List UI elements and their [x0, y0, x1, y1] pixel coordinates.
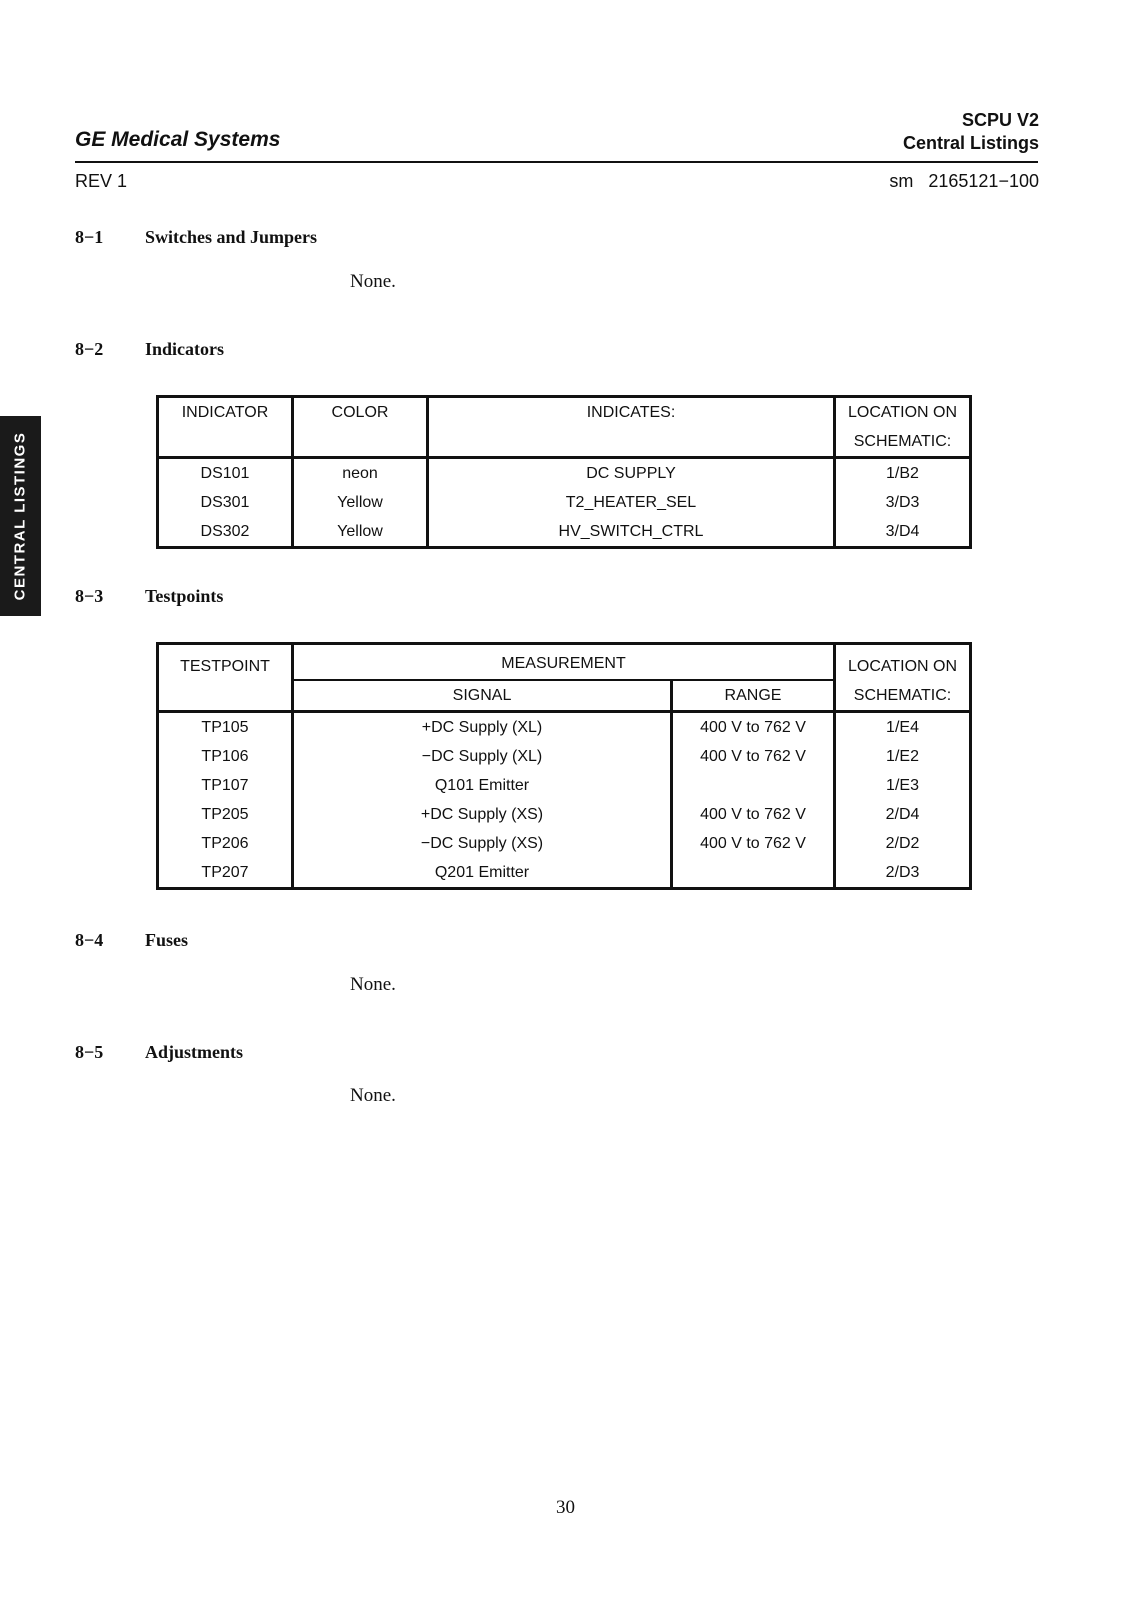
table-cell: DC SUPPLY [428, 458, 835, 489]
side-tab-label: CENTRAL LISTINGS [11, 431, 29, 601]
table-cell: TP205 [201, 806, 249, 823]
section-title: Testpoints [145, 586, 224, 606]
table-header-row [158, 397, 971, 458]
section-number: 8−4 [75, 930, 104, 950]
page-number: 30 [556, 1497, 575, 1518]
table-cell: 400 V to 762 V [672, 712, 835, 743]
column-header: LOCATION ON SCHEMATIC: [835, 644, 971, 712]
section-body: None. [350, 974, 396, 995]
table-cell: −DC Supply (XS) [293, 829, 672, 858]
table-row [158, 800, 971, 829]
table-row [158, 458, 971, 489]
header-company: GE Medical Systems [75, 128, 281, 151]
table-cell: DS101 [200, 465, 250, 482]
table-row [158, 488, 971, 517]
table-cell: TP107 [201, 777, 249, 794]
table-cell: 1/B2 [835, 458, 971, 489]
table-row [158, 771, 971, 800]
table-cell: TP105 [201, 719, 249, 736]
table-cell: 400 V to 762 V [672, 800, 835, 829]
column-header: INDICATES: [428, 397, 835, 458]
table-cell: TP207 [201, 864, 249, 881]
table-row [158, 829, 971, 858]
table-row [158, 858, 971, 889]
table-cell: DS301 [200, 494, 250, 511]
table-row [158, 517, 971, 548]
section-title: Adjustments [145, 1042, 244, 1062]
section-number: 8−5 [75, 1042, 104, 1062]
table-cell: Yellow [293, 517, 428, 548]
column-header: INDICATOR [158, 397, 293, 458]
section-title: Switches and Jumpers [145, 227, 318, 247]
table-cell: 400 V to 762 V [672, 829, 835, 858]
indicators-table [156, 395, 972, 549]
table-cell: TP206 [201, 835, 249, 852]
header-revision: REV 1 [75, 171, 128, 191]
section-number: 8−3 [75, 586, 104, 606]
table-cell: 2/D2 [835, 829, 971, 858]
table-cell [672, 771, 835, 800]
column-header: SIGNAL [293, 680, 672, 712]
section-number: 8−2 [75, 339, 104, 359]
column-header: TESTPOINT [158, 644, 293, 712]
column-group-header: MEASUREMENT [293, 644, 835, 680]
section-title: Indicators [145, 339, 225, 359]
section-body: None. [350, 271, 396, 292]
table-cell: DS302 [200, 523, 250, 540]
table-cell: Q101 Emitter [293, 771, 672, 800]
table-cell: 3/D3 [835, 488, 971, 517]
header-product: SCPU V2 [961, 110, 1039, 130]
table-cell: +DC Supply (XS) [293, 800, 672, 829]
table-cell: 1/E4 [835, 712, 971, 743]
header-section: Central Listings [902, 133, 1039, 153]
table-header-row [158, 644, 971, 680]
table-cell: Yellow [293, 488, 428, 517]
table-cell: neon [293, 458, 428, 489]
table-cell: T2_HEATER_SEL [428, 488, 835, 517]
table-cell: 2/D3 [835, 858, 971, 889]
section-number: 8−1 [75, 227, 104, 247]
table-cell: +DC Supply (XL) [293, 712, 672, 743]
table-row [158, 712, 971, 743]
table-cell: 2/D4 [835, 800, 971, 829]
table-cell: TP106 [201, 748, 249, 765]
table-row [158, 742, 971, 771]
table-cell: 1/E2 [835, 742, 971, 771]
table-cell: Q201 Emitter [293, 858, 672, 889]
table-cell: 3/D4 [835, 517, 971, 548]
table-cell: −DC Supply (XL) [293, 742, 672, 771]
table-cell: 1/E3 [835, 771, 971, 800]
column-header: COLOR [293, 397, 428, 458]
header-doc-number: sm 2165121−100 [889, 171, 1039, 191]
table-cell: 400 V to 762 V [672, 742, 835, 771]
column-header: LOCATION ON SCHEMATIC: [835, 397, 971, 458]
header-rule [75, 161, 1038, 163]
column-header: RANGE [672, 680, 835, 712]
section-title: Fuses [145, 930, 189, 950]
table-cell [672, 858, 835, 889]
table-cell: HV_SWITCH_CTRL [428, 517, 835, 548]
section-body: None. [350, 1085, 396, 1106]
testpoints-table [156, 642, 972, 890]
